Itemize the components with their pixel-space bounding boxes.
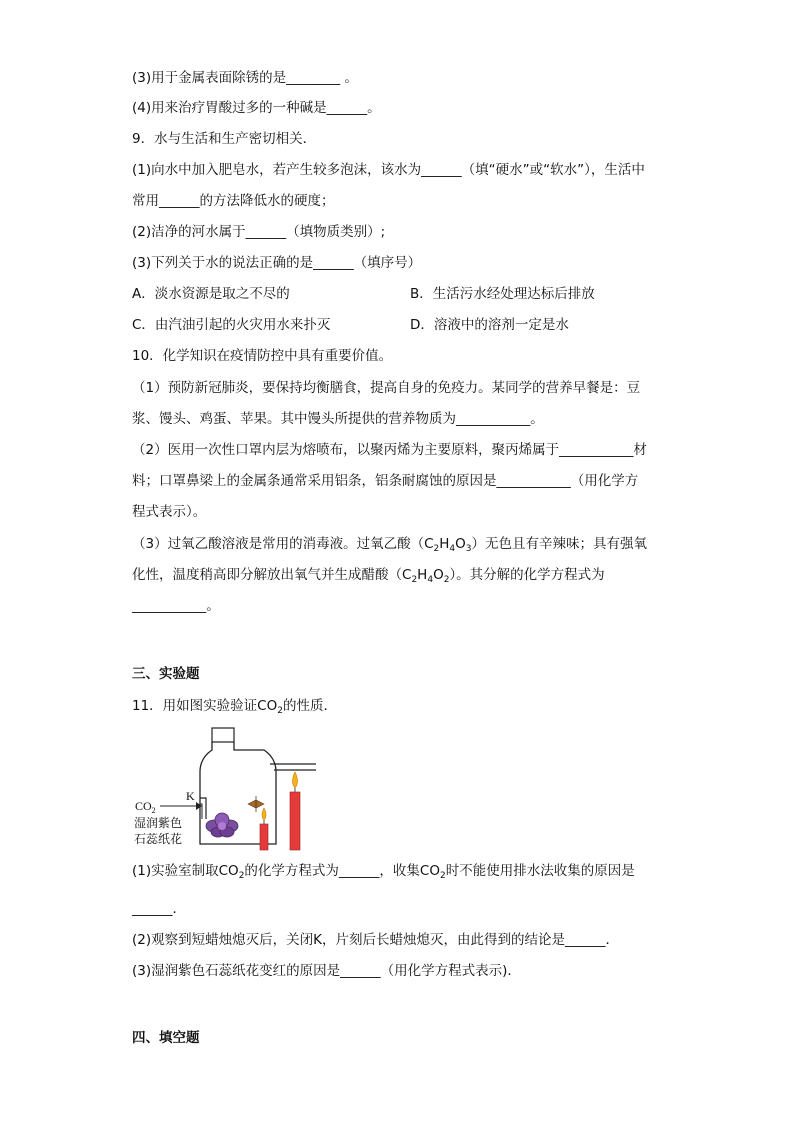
q9-part2: (2)洁净的河水属于______（填物质类别）; [132, 224, 386, 240]
q11-part2: (2)观察到短蜡烛熄灭后，关闭K，片刻后长蜡烛熄灭，由此得到的结论是______． [132, 932, 619, 948]
q8-line-3: (3)用于金属表面除锈的是________ 。 [132, 70, 358, 86]
q9-option-a: A．淡水资源是取之不尽的 [132, 286, 290, 302]
q9-part1-line1: (1)向水中加入肥皂水，若产生较多泡沫，该水为______（填“硬水”或“软水”），生活中 [132, 162, 645, 178]
flower-label-line2: 石蕊纸花 [134, 832, 183, 846]
valve-k-label: K [186, 789, 195, 803]
q10-part1-line2: 浆、馒头、鸡蛋、苹果。其中馒头所提供的营养物质为___________。 [132, 411, 544, 427]
q10-part1-line1: （1）预防新冠肺炎，要保持均衡膳食，提高自身的免疫力。某同学的营养早餐是：豆 [132, 380, 641, 396]
q11-stem: 11．用如图实验验证$CO_2$的性质． [132, 698, 337, 716]
q8-line-4: (4)用来治疗胃酸过多的一种碱是______。 [132, 100, 381, 116]
q11-part3: (3)湿润紫色石蕊纸花变红的原因是______（用化学方程式表示)． [132, 963, 521, 979]
short-candle [260, 808, 268, 850]
co2-label: $CO_2$ [135, 799, 156, 815]
q9-stem: 9．水与生活和生产密切相关． [132, 131, 317, 147]
q11-part1-line1: (1)实验室制取$CO_2$的化学方程式为______，收集$CO_2$时不能使用排水法收集的原因是 [132, 863, 635, 881]
q9-option-c: C．由汽油引起的火灾用水来扑灭 [132, 317, 331, 333]
section-4-title: 四、填空题 [132, 1030, 200, 1046]
q10-stem: 10．化学知识在疫情防控中具有重要价值。 [132, 348, 393, 364]
q10-part3-line3: ___________。 [132, 598, 220, 614]
q9-part1-line2: 常用______的方法降低水的硬度； [132, 193, 335, 209]
bud-decoration [248, 796, 264, 812]
co2-experiment-figure [130, 724, 320, 852]
q10-part2-line2: 料；口罩鼻梁上的金属条通常采用铝条，铝条耐腐蚀的原因是___________（用化学方 [132, 473, 639, 489]
litmus-flower [206, 813, 238, 837]
bottle-neck [212, 728, 234, 742]
flower-label-line1: 湿润紫色 [134, 816, 183, 830]
q9-part3: (3)下列关于水的说法正确的是______（填序号） [132, 255, 422, 271]
q10-part2-line1: （2）医用一次性口罩内层为熔喷布，以聚丙烯为主要原料，聚丙烯属于___________材 [132, 442, 647, 458]
long-candle [290, 772, 300, 850]
inlet-tube [200, 798, 206, 819]
q10-part2-line3: 程式表示）。 [132, 504, 207, 520]
q11-part1-line2: ______． [132, 901, 186, 917]
q9-option-b: B．生活污水经处理达标后排放 [410, 286, 595, 302]
section-3-title: 三、实验题 [132, 666, 200, 682]
q10-part3-line2: 化性，温度稍高即分解放出氧气并生成醋酸$(C_2H_4O_2)$。其分解的化学方程式为 [132, 567, 605, 585]
q10-part3-line1: （3）过氧乙酸溶液是常用的消毒液。过氧乙酸$(C_2H_4O_3)$无色且有辛辣味；具有强氧 [132, 536, 648, 554]
q9-option-d: D．溶液中的溶剂一定是水 [410, 317, 569, 333]
